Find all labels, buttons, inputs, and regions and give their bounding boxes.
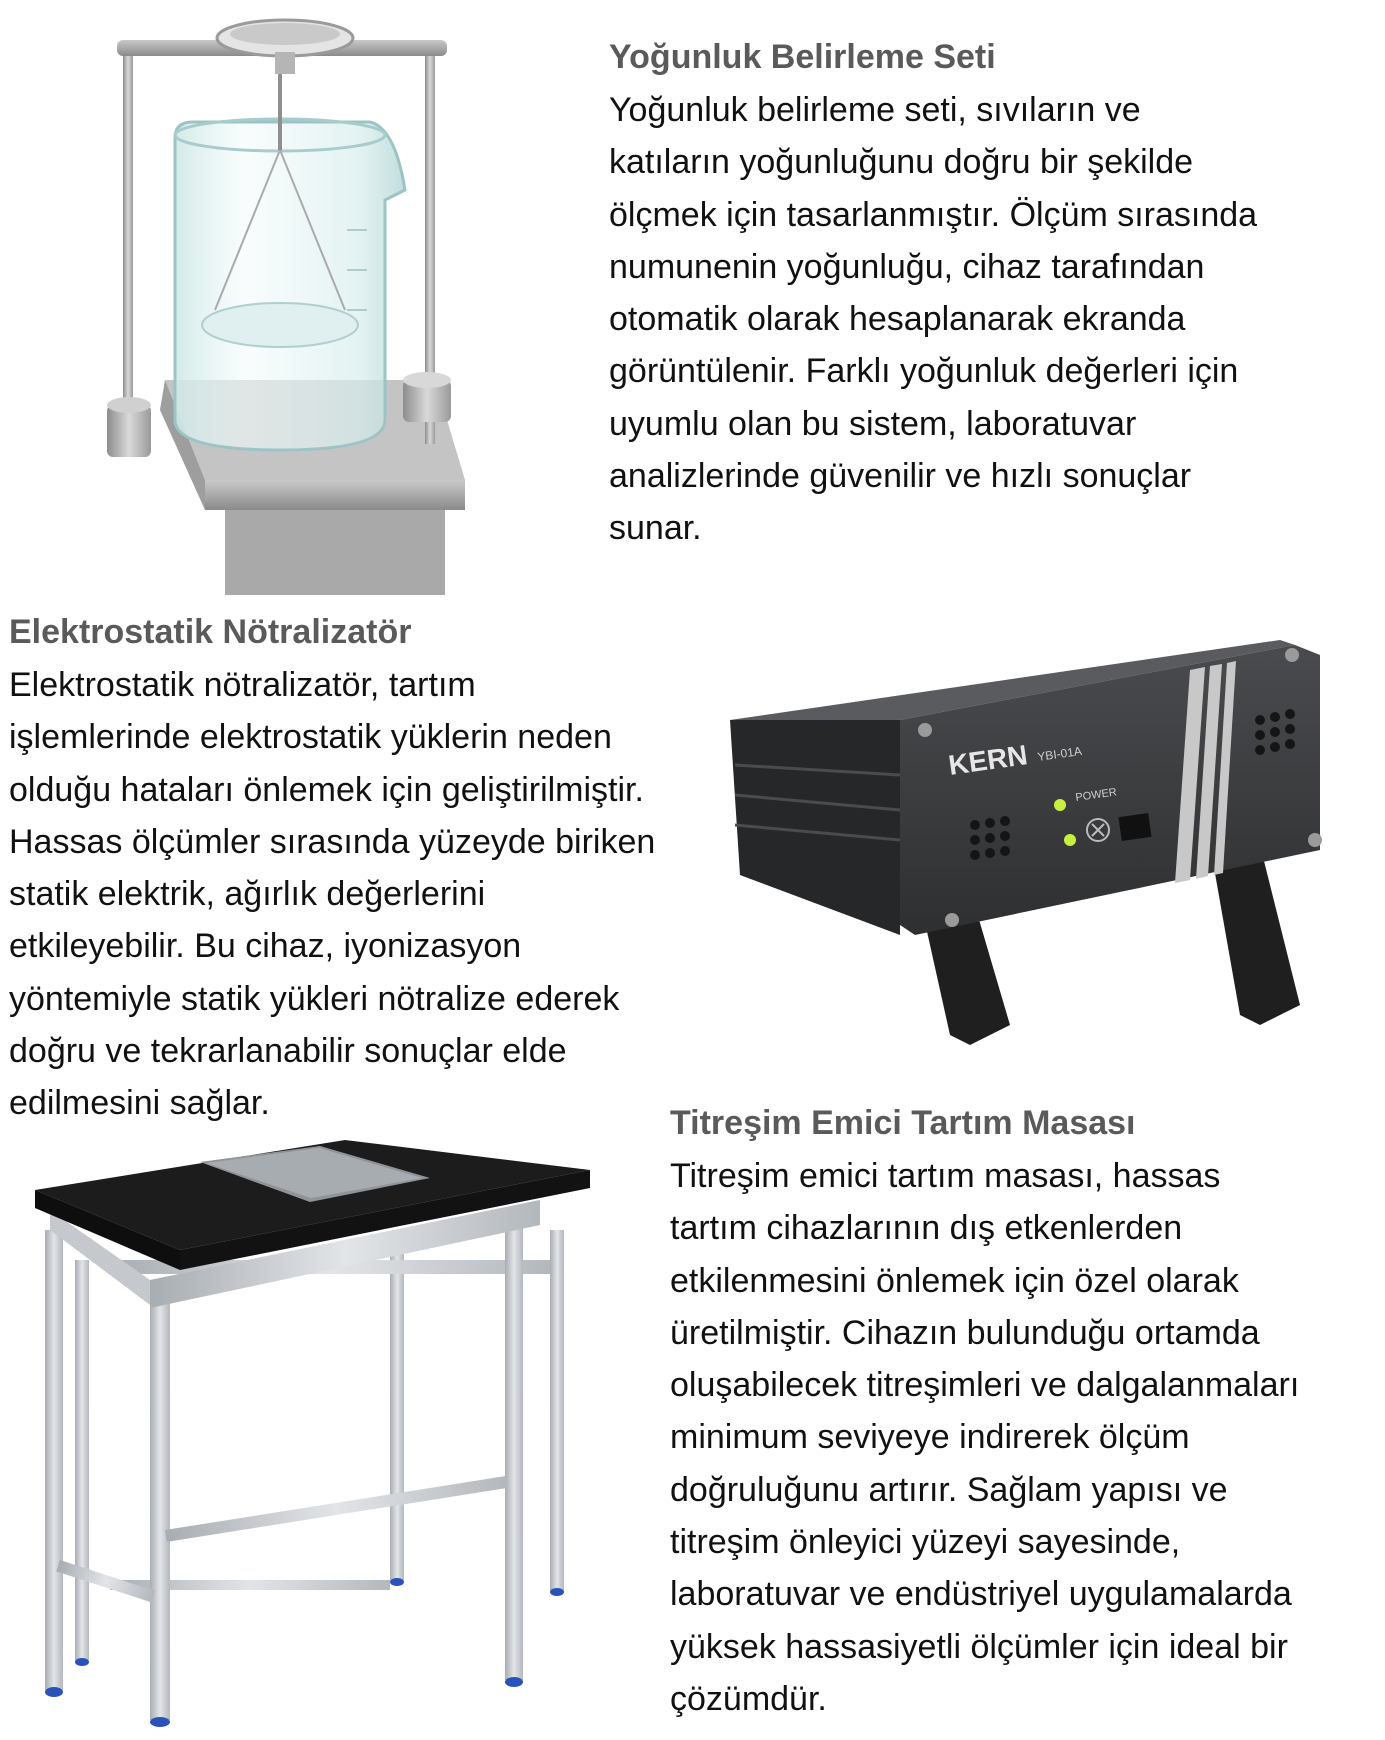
body-line: üretilmiştir. Cihazın bulunduğu ortamda — [670, 1313, 1260, 1352]
body-line: edilmesini sağlar. — [9, 1084, 270, 1123]
body-line: analizlerinde güvenilir ve hızlı sonuçlar — [609, 457, 1192, 496]
body-line: olduğu hataları önlemek için geliştirilmiştir. — [9, 770, 644, 809]
body-line: laboratuvar ve endüstriyel uygulamalarda — [670, 1575, 1292, 1614]
body-line: Titreşim emici tartım masası, hassas — [670, 1157, 1221, 1195]
body-line: minimum seviyeye indirerek ölçüm — [670, 1418, 1190, 1457]
body-line: etkilenmesini önlemek için özel olarak — [670, 1261, 1239, 1300]
body-line: yüksek hassasiyetli ölçümler için ideal bir — [670, 1627, 1288, 1666]
section-title-density-kit: Yoğunluk Belirleme Seti — [609, 38, 996, 76]
body-line: doğru ve tekrarlanabilir sonuçlar elde — [9, 1032, 567, 1071]
body-line: çözümdür. — [670, 1679, 827, 1718]
section-body-density-kit — [609, 84, 1257, 555]
body-line: statik elektrik, ağırlık değerlerini — [9, 875, 486, 914]
section-body-weighing-table — [670, 1150, 1299, 1725]
body-line: Elektrostatik nötralizatör, tartım — [9, 666, 476, 704]
weighing-table-image — [30, 1130, 610, 1730]
body-line: uyumlu olan bu sistem, laboratuvar — [609, 404, 1137, 443]
power-label: POWER — [1074, 786, 1118, 804]
device-brand-label: KERN — [946, 739, 1030, 781]
body-line: oluşabilecek titreşimleri ve dalgalanmaları — [670, 1366, 1300, 1405]
body-line: doğruluğunu artırır. Sağlam yapısı ve — [670, 1470, 1228, 1509]
body-line: yöntemiyle statik yükleri nötralize ederek — [9, 979, 620, 1018]
body-line: ölçmek için tasarlanmıştır. Ölçüm sırasında — [609, 195, 1258, 234]
body-line: otomatik olarak hesaplanarak ekranda — [609, 300, 1186, 339]
device-model-label: YBI-01A — [1036, 743, 1083, 764]
body-line: Hassas ölçümler sırasında yüzeyde biriken — [9, 822, 656, 861]
section-title-neutralizer: Elektrostatik Nötralizatör — [9, 613, 412, 651]
body-line: işlemlerinde elektrostatik yüklerin neden — [9, 718, 612, 757]
body-line: katıların yoğunluğunu doğru bir şekilde — [609, 143, 1194, 182]
body-line: sunar. — [609, 509, 702, 548]
section-title-weighing-table: Titreşim Emici Tartım Masası — [670, 1104, 1136, 1142]
body-line: Yoğunluk belirleme seti, sıvıların ve — [609, 91, 1141, 129]
body-line: titreşim önleyici yüzeyi sayesinde, — [670, 1523, 1181, 1562]
body-line: numunenin yoğunluğu, cihaz tarafından — [609, 247, 1205, 286]
body-line: görüntülenir. Farklı yoğunluk değerleri için — [609, 352, 1239, 391]
section-body-neutralizer — [9, 659, 655, 1130]
neutralizer-device-image — [720, 625, 1340, 1055]
body-line: etkileyebilir. Bu cihaz, iyonizasyon — [9, 927, 522, 966]
density-kit-image — [105, 10, 525, 600]
body-line: tartım cihazlarının dış etkenlerden — [670, 1209, 1183, 1248]
